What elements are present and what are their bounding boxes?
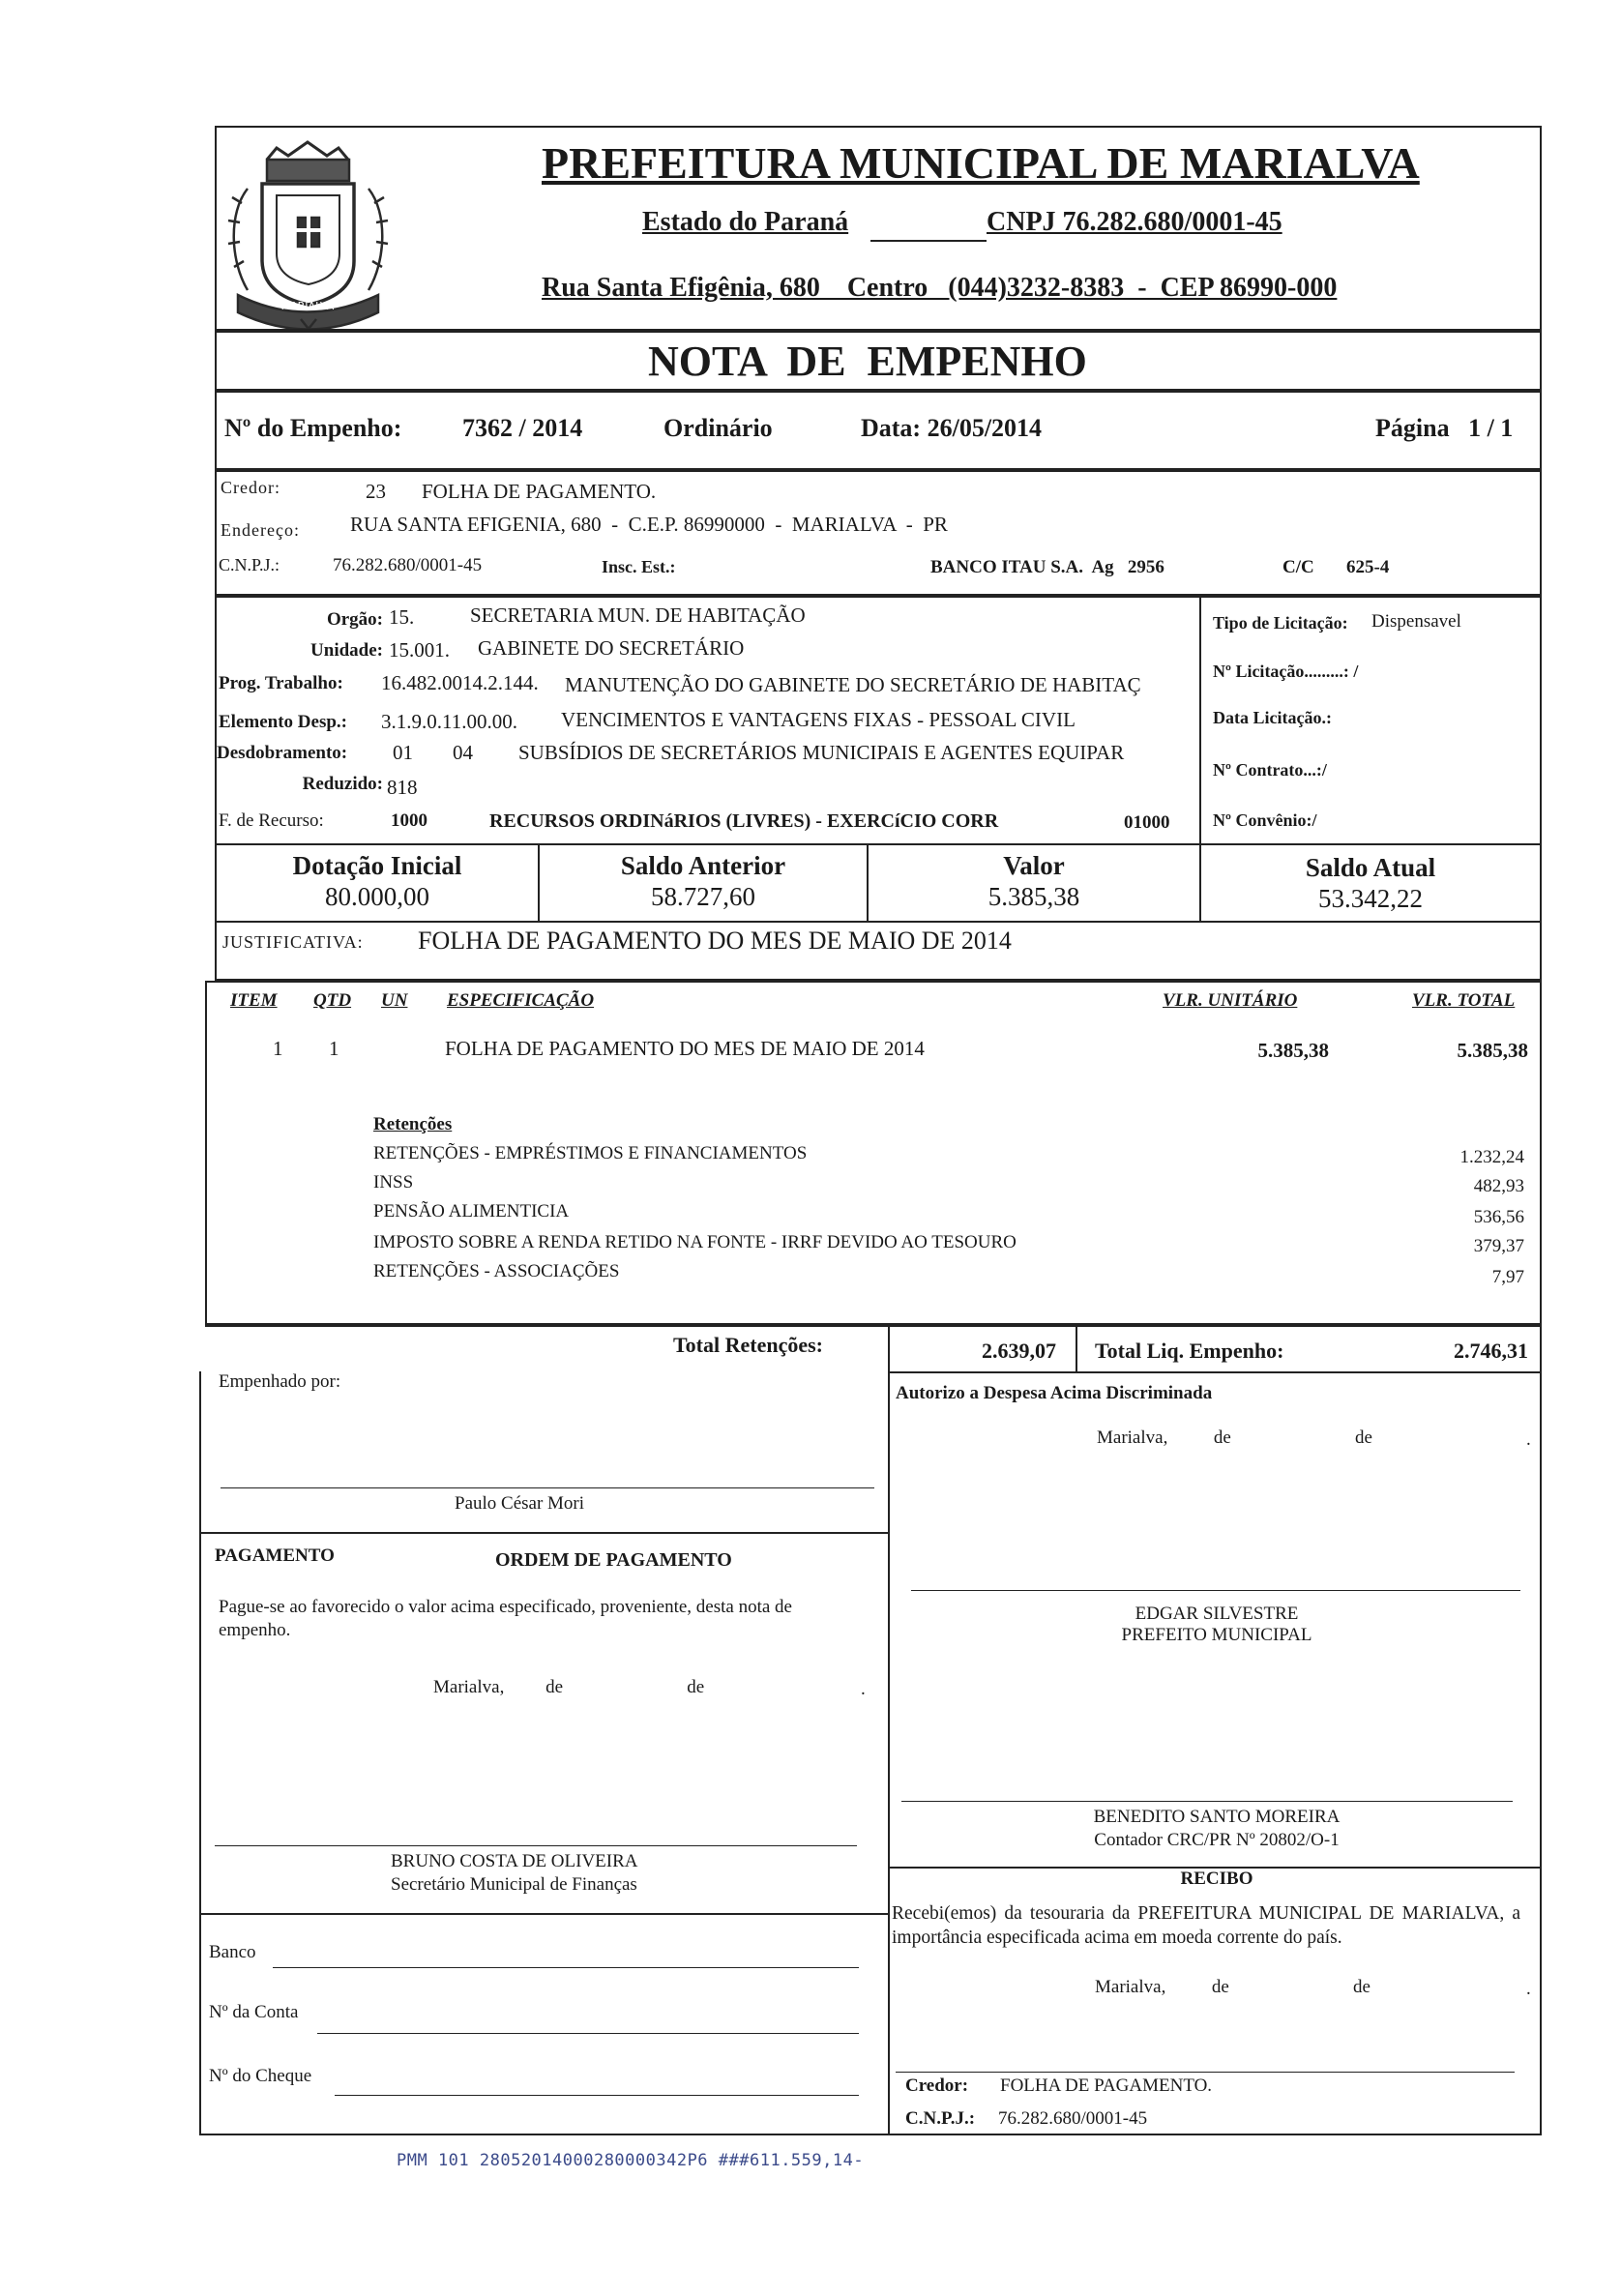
orgao-label: Orgão: xyxy=(326,609,383,630)
totals-divider-2 xyxy=(1076,1325,1077,1373)
pague-text: Pague-se ao favorecido o valor acima especificado, proveniente, desta nota de empenho. xyxy=(219,1597,792,1640)
recibo-place-dot: . xyxy=(1526,1979,1531,1999)
conta-label: Nº da Conta xyxy=(209,2002,299,2022)
recurso-label: F. de Recurso: xyxy=(219,810,324,831)
recibo-cnpj-label: C.N.P.J.: xyxy=(905,2108,976,2129)
desdob-value: SUBSÍDIOS DE SECRETÁRIOS MUNICIPAIS E AGENTES EQUIPAR xyxy=(518,741,1125,764)
recibo-text: Recebi(emos) da tesouraria da PREFEITURA MUNICIPAL DE MARIALVA, a importância especificada acima em moeda corrente do país. xyxy=(892,1903,1520,1948)
conta-field-line xyxy=(317,2033,859,2034)
cheque-field-line xyxy=(335,2095,859,2096)
retencao-value: 536,56 xyxy=(1473,1207,1524,1227)
recurso-value: RECURSOS ORDINáRIOS (LIVRES) - EXERCíCIO CORR xyxy=(489,810,999,832)
secretario-title: Secretário Municipal de Finanças xyxy=(391,1874,637,1895)
empenhado-label: Empenhado por: xyxy=(219,1371,341,1392)
col-header-qtd: QTD xyxy=(313,990,352,1011)
prefeito-name: EDGAR SILVESTRE xyxy=(1135,1604,1299,1624)
coat-of-arms-text: MARIALVA xyxy=(280,300,335,312)
unidade-value: GABINETE DO SECRETÁRIO xyxy=(478,636,745,660)
total-liq-value: 2.746,31 xyxy=(1454,1339,1528,1363)
empenhado-signature-line xyxy=(221,1487,874,1488)
retencao-label: RETENÇÕES - EMPRÉSTIMOS E FINANCIAMENTOS xyxy=(373,1143,808,1163)
retencao-label: RETENÇÕES - ASSOCIAÇÕES xyxy=(373,1261,620,1281)
empenho-page: Página 1 / 1 xyxy=(1375,414,1514,442)
total-liq-label: Total Liq. Empenho: xyxy=(1095,1339,1284,1363)
doc-title: NOTA DE EMPENHO xyxy=(648,338,1087,385)
total-retencoes-value: 2.639,07 xyxy=(982,1339,1056,1363)
header-state: Estado do Paraná xyxy=(642,207,849,237)
header-address: Rua Santa Efigênia, 680 Centro (044)3232-8383 - CEP 86990-000 xyxy=(542,273,1338,303)
banco-top-line xyxy=(199,1913,888,1915)
right-place-line: Marialva, de de xyxy=(1097,1428,1372,1448)
licitacao-tipo: Dispensavel xyxy=(1371,611,1461,632)
col-header-total: VLR. TOTAL xyxy=(1412,990,1516,1011)
retencao-value: 1.232,24 xyxy=(1459,1147,1524,1167)
prog-code: 16.482.0014.2.144. xyxy=(381,671,539,694)
recibo-title: RECIBO xyxy=(1180,1869,1253,1889)
total-retencoes-label: Total Retenções: xyxy=(673,1333,823,1357)
orgao-value: SECRETARIA MUN. DE HABITAÇÃO xyxy=(470,603,806,627)
balance-value-saldo-anterior: 58.727,60 xyxy=(651,882,755,911)
credor-name: FOLHA DE PAGAMENTO. xyxy=(422,480,657,503)
contador-signature-line xyxy=(901,1801,1513,1802)
prog-label: Prog. Trabalho: xyxy=(219,673,343,693)
cnpj-value: 76.282.680/0001-45 xyxy=(333,555,483,575)
balance-label-valor: Valor xyxy=(1003,851,1065,880)
coat-of-arms-icon xyxy=(219,135,398,329)
reduzido-label: Reduzido: xyxy=(302,774,383,794)
retencao-value: 482,93 xyxy=(1473,1176,1524,1196)
empenho-type: Ordinário xyxy=(663,414,773,442)
cnpj-label: C.N.P.J.: xyxy=(219,555,280,574)
reduzido-value: 818 xyxy=(387,776,418,799)
secretario-name: BRUNO COSTA DE OLIVEIRA xyxy=(391,1851,638,1871)
pagamento-label: PAGAMENTO xyxy=(215,1545,335,1566)
state-underline-gap xyxy=(870,240,987,242)
credor-code: 23 xyxy=(366,480,386,503)
row-total: 5.385,38 xyxy=(1457,1039,1528,1062)
credor-label: Credor: xyxy=(221,478,280,497)
bottom-line xyxy=(199,2134,1542,2135)
contador-name: BENEDITO SANTO MOREIRA xyxy=(1093,1807,1341,1827)
col-header-spec: ESPECIFICAÇÃO xyxy=(447,990,595,1011)
balance-label-saldo-anterior: Saldo Anterior xyxy=(620,851,786,880)
empenho-number: 7362 / 2014 xyxy=(462,414,583,442)
empenho-date: Data: 26/05/2014 xyxy=(861,414,1043,442)
left-place-line: Marialva, de de xyxy=(433,1677,705,1697)
retencao-value: 7,97 xyxy=(1491,1267,1524,1287)
pagamento-top-line xyxy=(199,1532,888,1534)
balance-value-saldo-atual: 53.342,22 xyxy=(1318,884,1423,913)
secretario-signature-line xyxy=(215,1845,857,1846)
banco-field-line xyxy=(273,1967,859,1968)
empenho-number-label: Nº do Empenho: xyxy=(224,414,402,442)
bank-value: BANCO ITAU S.A. Ag 2956 xyxy=(930,557,1164,577)
justificativa-label: JUSTIFICATIVA: xyxy=(222,932,364,952)
desdob-b: 04 xyxy=(453,741,473,764)
insc-label: Insc. Est.: xyxy=(602,557,676,576)
elemento-label: Elemento Desp.: xyxy=(219,712,347,732)
retencao-label: IMPOSTO SOBRE A RENDA RETIDO NA FONTE - IRRF DEVIDO AO TESOURO xyxy=(373,1232,1017,1252)
recibo-credor-value: FOLHA DE PAGAMENTO. xyxy=(1000,2075,1213,2096)
bottom-left-border xyxy=(199,1371,201,2135)
col-header-item: ITEM xyxy=(230,990,278,1011)
prog-value: MANUTENÇÃO DO GABINETE DO SECRETÁRIO DE HABITAÇ xyxy=(565,673,1141,696)
justificativa-text: FOLHA DE PAGAMENTO DO MES DE MAIO DE 2014 xyxy=(418,927,1012,955)
retencoes-title: Retenções xyxy=(373,1114,453,1134)
licitacao-tipo-label: Tipo de Licitação: xyxy=(1213,613,1348,633)
elemento-code: 3.1.9.0.11.00.00. xyxy=(381,710,517,733)
banco-label: Banco xyxy=(209,1942,256,1962)
balance-value-valor: 5.385,38 xyxy=(987,882,1080,911)
row-item: 1 xyxy=(273,1037,283,1060)
header-title: PREFEITURA MUNICIPAL DE MARIALVA xyxy=(542,138,1420,188)
recibo-cnpj-value: 76.282.680/0001-45 xyxy=(998,2108,1148,2129)
recibo-credor-label: Credor: xyxy=(905,2075,969,2096)
licitacao-data: Data Licitação.: xyxy=(1213,708,1332,727)
cc-label: C/C xyxy=(1282,557,1314,577)
contador-title: Contador CRC/PR Nº 20802/O-1 xyxy=(1094,1830,1340,1850)
orgao-code: 15. xyxy=(389,605,415,629)
recibo-place-line: Marialva, de de xyxy=(1095,1977,1370,1997)
budget-divider xyxy=(1199,596,1201,843)
unidade-code: 15.001. xyxy=(389,638,450,662)
balance-label-dotacao: Dotação Inicial xyxy=(292,851,462,880)
col-header-un: UN xyxy=(381,990,408,1011)
endereco-value: RUA SANTA EFIGENIA, 680 - C.E.P. 86990000 - MARIALVA - PR xyxy=(350,513,948,536)
recurso-code: 1000 xyxy=(391,810,427,831)
licitacao-contrato: Nº Contrato...:/ xyxy=(1213,760,1327,780)
empenhado-name: Paulo César Mori xyxy=(455,1493,585,1514)
elemento-value: VENCIMENTOS E VANTAGENS FIXAS - PESSOAL CIVIL xyxy=(561,708,1076,731)
cheque-label: Nº do Cheque xyxy=(209,2066,312,2086)
prefeito-signature-line xyxy=(911,1590,1520,1591)
unidade-label: Unidade: xyxy=(310,640,383,661)
balance-label-saldo-atual: Saldo Atual xyxy=(1305,853,1436,882)
row-unit: 5.385,38 xyxy=(1257,1039,1329,1062)
footer-code: PMM 101 28052014000280000342P6 ###611.559,14- xyxy=(397,2151,865,2170)
retencao-value: 379,37 xyxy=(1473,1236,1524,1256)
totals-top-line xyxy=(205,1325,1542,1327)
header-cnpj: CNPJ 76.282.680/0001-45 xyxy=(987,207,1282,237)
licitacao-numero: Nº Licitação.........: / xyxy=(1213,662,1359,681)
bottom-right-border xyxy=(1540,1325,1542,2135)
retencao-label: INSS xyxy=(373,1172,414,1192)
autorizo-text: Autorizo a Despesa Acima Discriminada xyxy=(896,1383,1213,1403)
row-qtd: 1 xyxy=(329,1037,339,1060)
recurso-code2: 01000 xyxy=(1124,812,1170,833)
totals-bottom-line xyxy=(888,1371,1542,1373)
licitacao-convenio: Nº Convênio:/ xyxy=(1213,810,1317,830)
left-place-dot: . xyxy=(861,1679,866,1699)
row-spec: FOLHA DE PAGAMENTO DO MES DE MAIO DE 2014 xyxy=(445,1037,925,1060)
endereco-label: Endereço: xyxy=(221,520,300,540)
recibo-signature-line xyxy=(896,2072,1515,2073)
cc-value: 625-4 xyxy=(1346,557,1390,577)
desdob-a: 01 xyxy=(393,741,413,764)
right-place-dot: . xyxy=(1526,1429,1531,1450)
col-header-unit: VLR. UNITÁRIO xyxy=(1163,990,1298,1011)
ordem-label: ORDEM DE PAGAMENTO xyxy=(495,1549,732,1571)
balance-value-dotacao: 80.000,00 xyxy=(325,882,429,911)
prefeito-title: PREFEITO MUNICIPAL xyxy=(1121,1625,1312,1645)
retencao-label: PENSÃO ALIMENTICIA xyxy=(373,1201,570,1222)
desdob-label: Desdobramento: xyxy=(217,743,348,763)
bottom-middle-divider xyxy=(888,1371,890,2135)
